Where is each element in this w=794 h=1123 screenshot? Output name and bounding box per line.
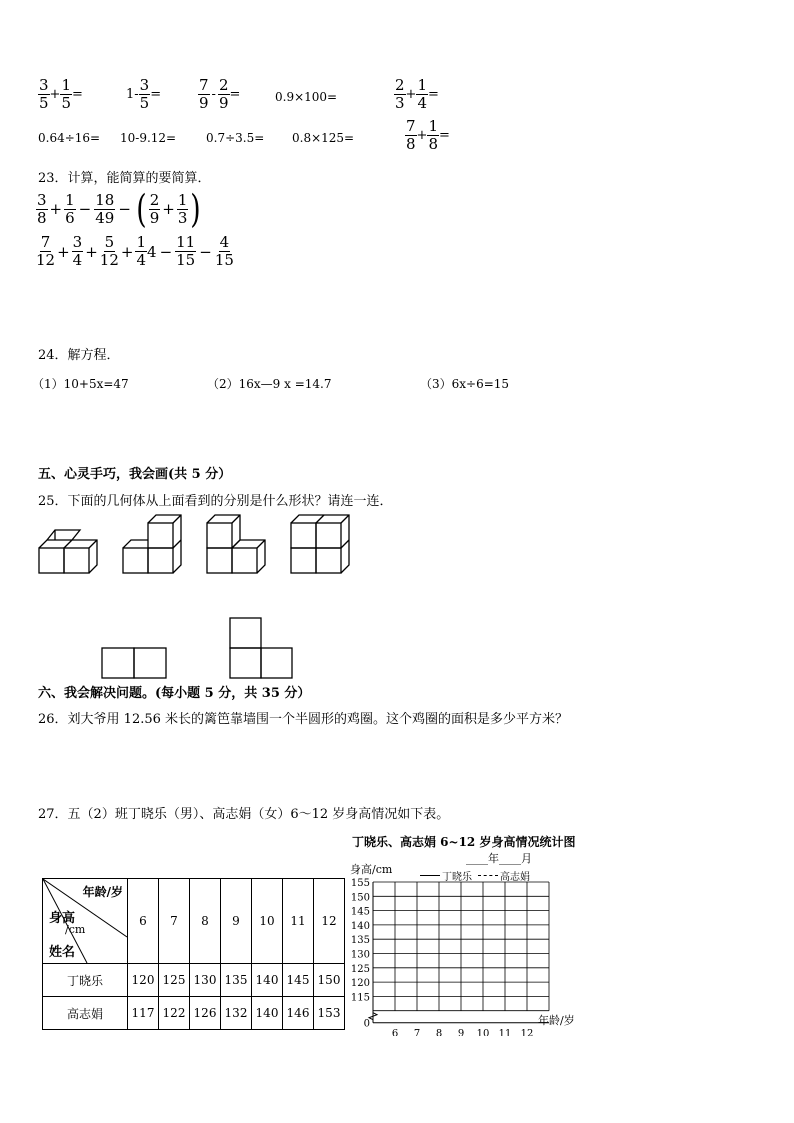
q23-expression-2: $\frac{7}{12}$ + $\frac{3}{4}$ + $\frac{5}{12}$ + $\frac{1}{4}$ 4 − $\frac{11}{15}$ − $\frac{4}{15}$ bbox=[36, 233, 234, 269]
height-cell: 125 bbox=[159, 964, 190, 997]
age-cell: 8 bbox=[190, 879, 221, 964]
mental-item-10: $\frac{7}{8}$ + $\frac{1}{8}$ = bbox=[406, 117, 450, 153]
row-name: 高志娟 bbox=[43, 997, 128, 1030]
y-tick-label: 0 bbox=[363, 1018, 370, 1030]
mental-item-4: 0.9×100= bbox=[275, 90, 338, 104]
x-tick-label: 12 bbox=[520, 1028, 534, 1036]
height-cell: 140 bbox=[252, 997, 283, 1030]
q23-title: 23．计算，能简算的要简算． bbox=[38, 171, 211, 186]
section-5-heading: 五、心灵手巧，我会画(共 5 分） bbox=[38, 467, 232, 482]
q24-problem-2: （2）16x—9 x =14.7 bbox=[207, 377, 332, 391]
height-cell: 130 bbox=[190, 964, 221, 997]
legend-label-1: 丁晓乐 bbox=[442, 872, 472, 883]
header-age: 年龄/岁 bbox=[82, 885, 123, 899]
x-tick-label: 11 bbox=[498, 1028, 512, 1036]
age-cell: 10 bbox=[252, 879, 283, 964]
q23-expression-1: $\frac{3}{8}$ + $\frac{1}{6}$ − $\frac{18}{49}$ − ( $\frac{2}{9}$ + $\frac{1}{3}$ ) bbox=[37, 187, 202, 231]
height-cell: 153 bbox=[314, 997, 345, 1030]
cube-figure-2 bbox=[123, 515, 181, 573]
chart-title: 丁晓乐、高志娟 6~12 岁身高情况统计图 bbox=[352, 835, 576, 849]
q25-figures bbox=[30, 508, 370, 688]
height-cell: 120 bbox=[128, 964, 159, 997]
q26-question: 26．刘大爷用 12.56 米长的篱笆靠墙围一个半圆形的鸡圈。这个鸡圈的面积是多少平方米？ bbox=[38, 712, 569, 727]
chart-xlabel: 年龄/岁 bbox=[538, 1014, 575, 1027]
height-cell: 117 bbox=[128, 997, 159, 1030]
table-header-corner bbox=[43, 879, 128, 964]
mental-item-6: 0.64÷16= bbox=[38, 131, 101, 145]
y-tick-label: 115 bbox=[350, 992, 370, 1004]
age-cell: 7 bbox=[159, 879, 190, 964]
height-cell: 126 bbox=[190, 997, 221, 1030]
x-tick-label: 6 bbox=[391, 1028, 399, 1036]
x-tick-label: 8 bbox=[435, 1028, 443, 1036]
mental-item-7: 10-9.12= bbox=[120, 131, 177, 145]
y-tick-label: 120 bbox=[350, 978, 370, 990]
cube-figure-4 bbox=[291, 515, 349, 573]
q24-problem-3: （3）6x÷6=15 bbox=[420, 377, 510, 391]
row-name: 丁晓乐 bbox=[43, 964, 128, 997]
cube-figure-3 bbox=[207, 515, 265, 573]
cube-figure-1 bbox=[39, 530, 97, 573]
q27-question: 27．五（2）班丁晓乐（男）、高志娟（女）6～12 岁身高情况如下表。 bbox=[38, 807, 450, 822]
y-tick-label: 155 bbox=[350, 878, 370, 889]
height-cell: 145 bbox=[283, 964, 314, 997]
header-name: 姓名 bbox=[49, 945, 76, 960]
x-tick-label: 9 bbox=[457, 1028, 465, 1036]
legend-label-2: 高志娟 bbox=[500, 872, 530, 883]
age-cell: 6 bbox=[128, 879, 159, 964]
height-cell: 140 bbox=[252, 964, 283, 997]
top-view-shape-1 bbox=[102, 648, 166, 678]
chart-date-blank: ____年____月 bbox=[466, 852, 532, 865]
y-tick-label: 150 bbox=[350, 892, 370, 904]
mental-item-5: $\frac{2}{3}$ + $\frac{1}{4}$ = bbox=[395, 76, 439, 112]
age-cell: 9 bbox=[221, 879, 252, 964]
mental-item-9: 0.8×125= bbox=[292, 131, 355, 145]
table-row bbox=[43, 964, 345, 997]
q24-title: 24．解方程． bbox=[38, 348, 120, 363]
q25-question: 25．下面的几何体从上面看到的分别是什么形状？请连一连． bbox=[38, 494, 393, 509]
top-view-shape-2 bbox=[230, 618, 292, 678]
table-row bbox=[43, 997, 345, 1030]
age-cell: 12 bbox=[314, 879, 345, 964]
height-cell: 146 bbox=[283, 997, 314, 1030]
height-cell: 150 bbox=[314, 964, 345, 997]
age-cell: 11 bbox=[283, 879, 314, 964]
y-tick-label: 145 bbox=[350, 906, 370, 918]
height-table bbox=[42, 878, 345, 1030]
x-tick-label: 10 bbox=[476, 1028, 490, 1036]
mental-item-2: 1- $\frac{3}{5}$ = bbox=[126, 76, 162, 112]
header-unit: /cm bbox=[65, 923, 86, 936]
mental-item-3: $\frac{7}{9}$ - $\frac{2}{9}$ = bbox=[199, 76, 241, 112]
chart-ylabel: 身高/cm bbox=[350, 863, 393, 876]
y-tick-label: 130 bbox=[350, 949, 370, 961]
height-cell: 135 bbox=[221, 964, 252, 997]
y-tick-label: 140 bbox=[350, 920, 370, 932]
q24-problem-1: （1）10+5x=47 bbox=[32, 377, 129, 391]
section-6-heading: 六、我会解决问题。(每小题 5 分，共 35 分） bbox=[38, 686, 311, 701]
y-tick-label: 125 bbox=[350, 963, 370, 975]
mental-item-1: $\frac{3}{5}$ + $\frac{1}{5}$ = bbox=[39, 76, 83, 112]
x-tick-label: 7 bbox=[413, 1028, 421, 1036]
header-height: 身高 bbox=[49, 911, 76, 926]
mental-item-8: 0.7÷3.5= bbox=[206, 131, 265, 145]
y-tick-label: 135 bbox=[350, 935, 370, 947]
height-cell: 122 bbox=[159, 997, 190, 1030]
height-cell: 132 bbox=[221, 997, 252, 1030]
